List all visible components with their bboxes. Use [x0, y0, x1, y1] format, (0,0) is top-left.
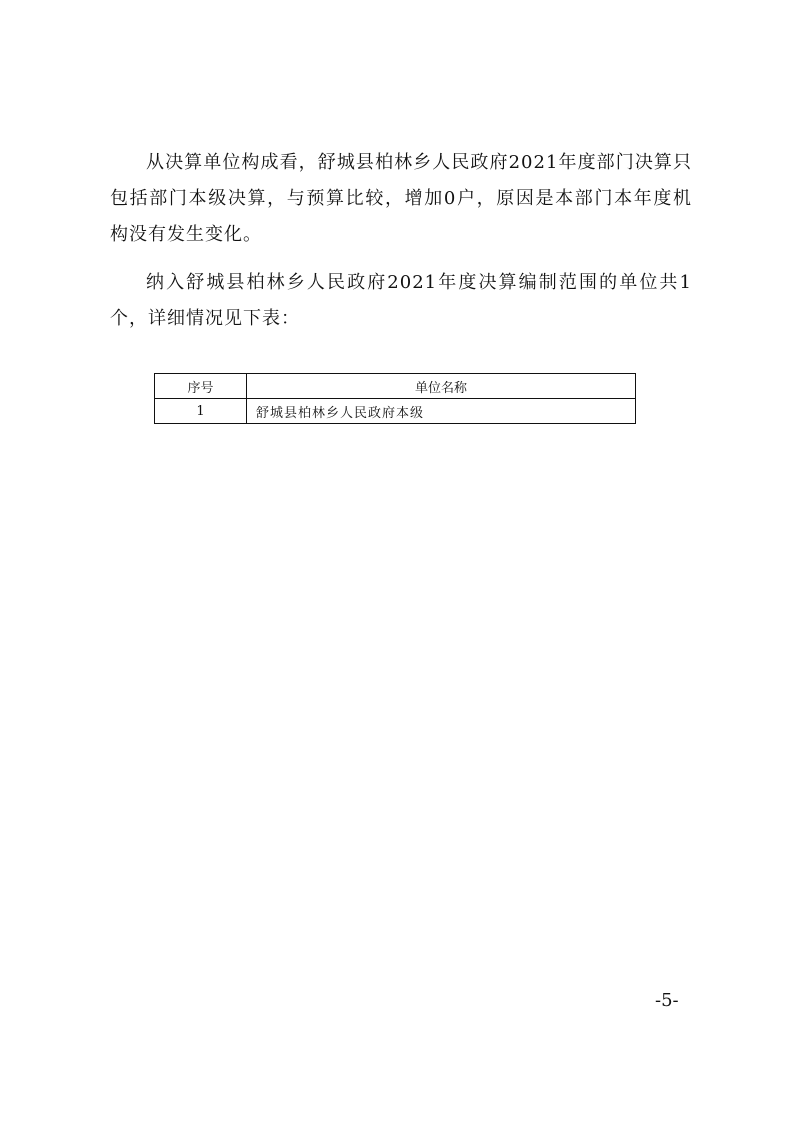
paragraph-unit-composition: 从决算单位构成看，舒城县柏林乡人民政府2021年度部门决算只包括部门本级决算，与预算比较，增加0户，原因是本部门本年度机构没有发生变化。 — [110, 152, 692, 245]
unit-table — [154, 373, 636, 424]
table-row — [155, 399, 636, 424]
row-index-cell: 1 — [155, 399, 247, 424]
header-unit-name: 单位名称 — [247, 374, 636, 399]
page-number: -5- — [655, 990, 679, 1011]
paragraph-unit-scope: 纳入舒城县柏林乡人民政府2021年度决算编制范围的单位共1个，详细情况见下表： — [110, 272, 692, 329]
row-unit-name-cell: 舒城县柏林乡人民政府本级 — [247, 399, 636, 424]
header-index: 序号 — [155, 374, 247, 399]
table-header-row — [155, 374, 636, 399]
